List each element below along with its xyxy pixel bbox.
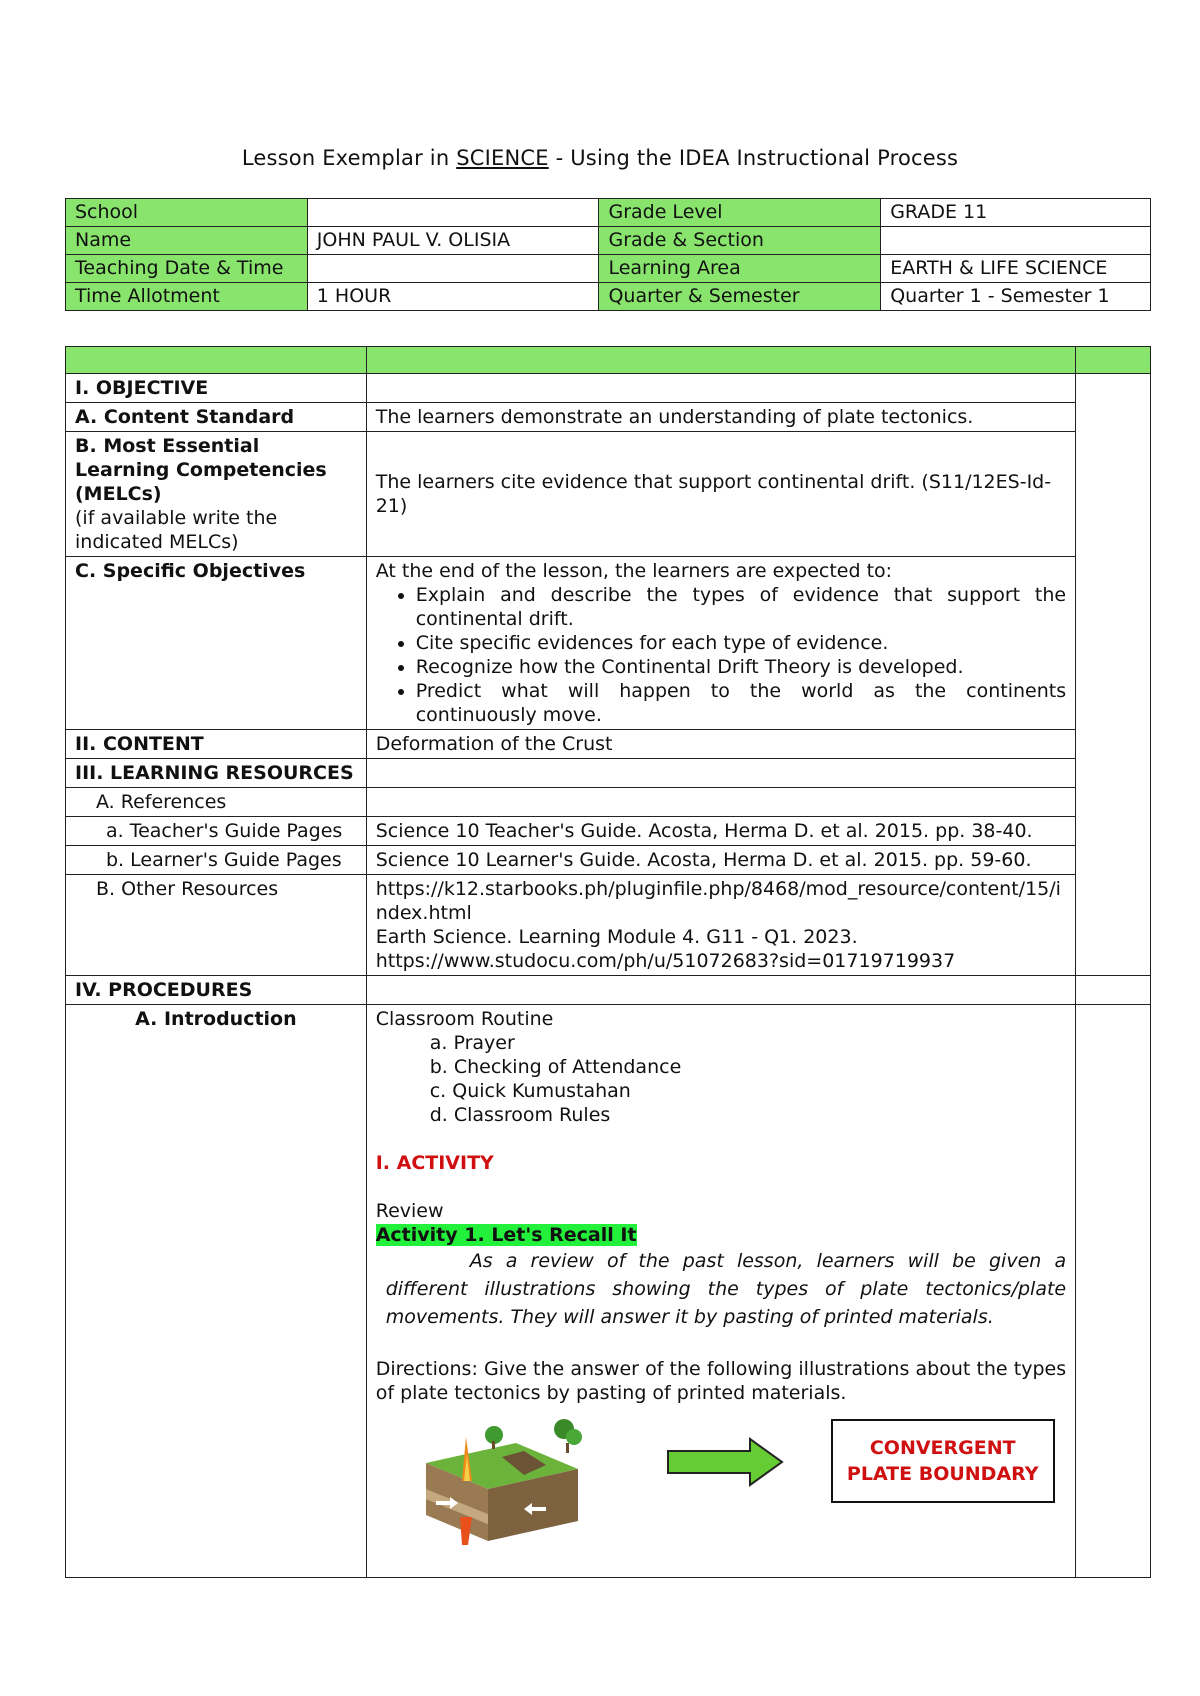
answer-line-2: PLATE BOUNDARY	[846, 1463, 1039, 1485]
grade-section-label: Grade & Section	[599, 227, 881, 255]
procedures-heading: IV. PROCEDURES	[66, 976, 367, 1005]
empty-cell	[366, 374, 1075, 403]
empty-cell	[1076, 1005, 1151, 1578]
empty-cell	[366, 976, 1075, 1005]
routine-item: d. Classroom Rules	[429, 1104, 611, 1126]
references-label: A. References	[66, 788, 367, 817]
resource-link[interactable]: https://www.studocu.com/ph/u/51072683?sid=01719719937	[375, 950, 956, 972]
objective-row	[66, 374, 1151, 403]
empty-cell	[366, 788, 1075, 817]
info-row	[66, 283, 1151, 311]
learners-guide-value: Science 10 Learner's Guide. Acosta, Herma D. et al. 2015. pp. 59-60.	[366, 846, 1075, 875]
melc-note: (if available write the indicated MELCs)	[75, 507, 278, 553]
content-heading: II. CONTENT	[66, 730, 367, 759]
activity-heading: I. ACTIVITY	[375, 1152, 494, 1174]
melc-label-cell	[66, 432, 367, 557]
review-label: Review	[375, 1200, 444, 1222]
learning-area-value: EARTH & LIFE SCIENCE	[881, 255, 1151, 283]
melc-label: B. Most Essential Learning Competencies (MELCs)	[75, 435, 327, 505]
procedures-row	[66, 976, 1151, 1005]
name-value: JOHN PAUL V. OLISIA	[307, 227, 599, 255]
list-item: • Predict what will happen to the world as the continents continuously move.	[416, 679, 1066, 727]
review-text: As a review of the past lesson, learners will be given a different illustrations showing the types of plate tectonics/plate movements. They will answer it by pasting of printed materials.	[385, 1250, 1067, 1328]
table-header-row	[66, 347, 1151, 374]
resources-row	[66, 759, 1151, 788]
teachers-guide-label: a. Teacher's Guide Pages	[66, 817, 367, 846]
specific-objectives-row	[66, 557, 1151, 730]
time-allotment-label: Time Allotment	[66, 283, 308, 311]
other-resources-row	[66, 875, 1151, 976]
info-row	[66, 255, 1151, 283]
activity-title: Activity 1. Let's Recall It	[375, 1224, 637, 1246]
references-row	[66, 788, 1151, 817]
title-suffix: - Using the IDEA Instructional Process	[548, 146, 959, 170]
learning-area-label: Learning Area	[599, 255, 881, 283]
title-subject: SCIENCE	[456, 146, 549, 170]
lesson-plan-table	[65, 346, 1151, 1578]
time-allotment-value: 1 HOUR	[307, 283, 599, 311]
quarter-label: Quarter & Semester	[599, 283, 881, 311]
header-info-table	[65, 198, 1151, 311]
header-cell	[1076, 347, 1151, 374]
school-value	[307, 199, 599, 227]
learners-guide-row	[66, 846, 1151, 875]
introduction-cell	[366, 1005, 1075, 1578]
list-item: • Explain and describe the types of evidence that support the continental drift.	[416, 583, 1066, 631]
header-cell	[366, 347, 1075, 374]
specific-objectives-intro: At the end of the lesson, the learners are expected to:	[375, 560, 893, 582]
name-label: Name	[66, 227, 308, 255]
specific-objectives-cell	[366, 557, 1075, 730]
teaching-date-label: Teaching Date & Time	[66, 255, 308, 283]
directions-text: Directions: Give the answer of the following illustrations about the types of plate tectonics by pasting of printed materials.	[375, 1358, 1067, 1404]
empty-cell	[366, 759, 1075, 788]
routine-item: c. Quick Kumustahan	[429, 1080, 631, 1102]
empty-cell	[1076, 976, 1151, 1005]
grade-section-value	[881, 227, 1151, 255]
content-standard-value: The learners demonstrate an understanding of plate tectonics.	[366, 403, 1075, 432]
routine-heading: Classroom Routine	[375, 1008, 554, 1030]
learners-guide-label: b. Learner's Guide Pages	[66, 846, 367, 875]
list-item: • Recognize how the Continental Drift Theory is developed.	[416, 655, 1066, 679]
routine-item: b. Checking of Attendance	[429, 1056, 682, 1078]
illustration-row	[376, 1417, 1066, 1547]
info-row	[66, 199, 1151, 227]
title-prefix: Lesson Exemplar in	[241, 146, 457, 170]
teaching-date-value	[307, 255, 599, 283]
specific-objectives-list	[376, 583, 1066, 727]
page-title	[0, 146, 1200, 170]
school-label: School	[66, 199, 308, 227]
content-value: Deformation of the Crust	[366, 730, 1075, 759]
content-standard-label: A. Content Standard	[66, 403, 367, 432]
teachers-guide-value: Science 10 Teacher's Guide. Acosta, Herma D. et al. 2015. pp. 38-40.	[366, 817, 1075, 846]
introduction-label: A. Introduction	[66, 1005, 367, 1578]
teachers-guide-row	[66, 817, 1151, 846]
other-resources-label: B. Other Resources	[66, 875, 367, 976]
list-item: • Cite specific evidences for each type of evidence.	[416, 631, 1066, 655]
specific-objectives-label: C. Specific Objectives	[66, 557, 367, 730]
melc-row	[66, 432, 1151, 557]
objective-heading: I. OBJECTIVE	[66, 374, 367, 403]
grade-level-value: GRADE 11	[881, 199, 1151, 227]
other-resources-cell	[366, 875, 1075, 976]
introduction-row	[66, 1005, 1151, 1578]
content-row	[66, 730, 1151, 759]
melc-value: The learners cite evidence that support continental drift. (S11/12ES-Id-21)	[366, 432, 1075, 557]
arrow-right-icon	[666, 1437, 786, 1487]
answer-box	[831, 1419, 1055, 1503]
routine-item: a. Prayer	[429, 1032, 515, 1054]
remarks-column	[1076, 374, 1151, 976]
answer-line-1: CONVERGENT	[869, 1437, 1016, 1459]
header-cell	[66, 347, 367, 374]
plate-boundary-illustration	[406, 1417, 596, 1547]
quarter-value: Quarter 1 - Semester 1	[881, 283, 1151, 311]
resource-link[interactable]: https://k12.starbooks.ph/pluginfile.php/8468/mod_resource/content/15/index.html	[375, 878, 1061, 924]
resources-heading: III. LEARNING RESOURCES	[66, 759, 367, 788]
info-row	[66, 227, 1151, 255]
content-standard-row	[66, 403, 1151, 432]
grade-level-label: Grade Level	[599, 199, 881, 227]
resource-item: Earth Science. Learning Module 4. G11 - Q1. 2023.	[375, 926, 858, 948]
